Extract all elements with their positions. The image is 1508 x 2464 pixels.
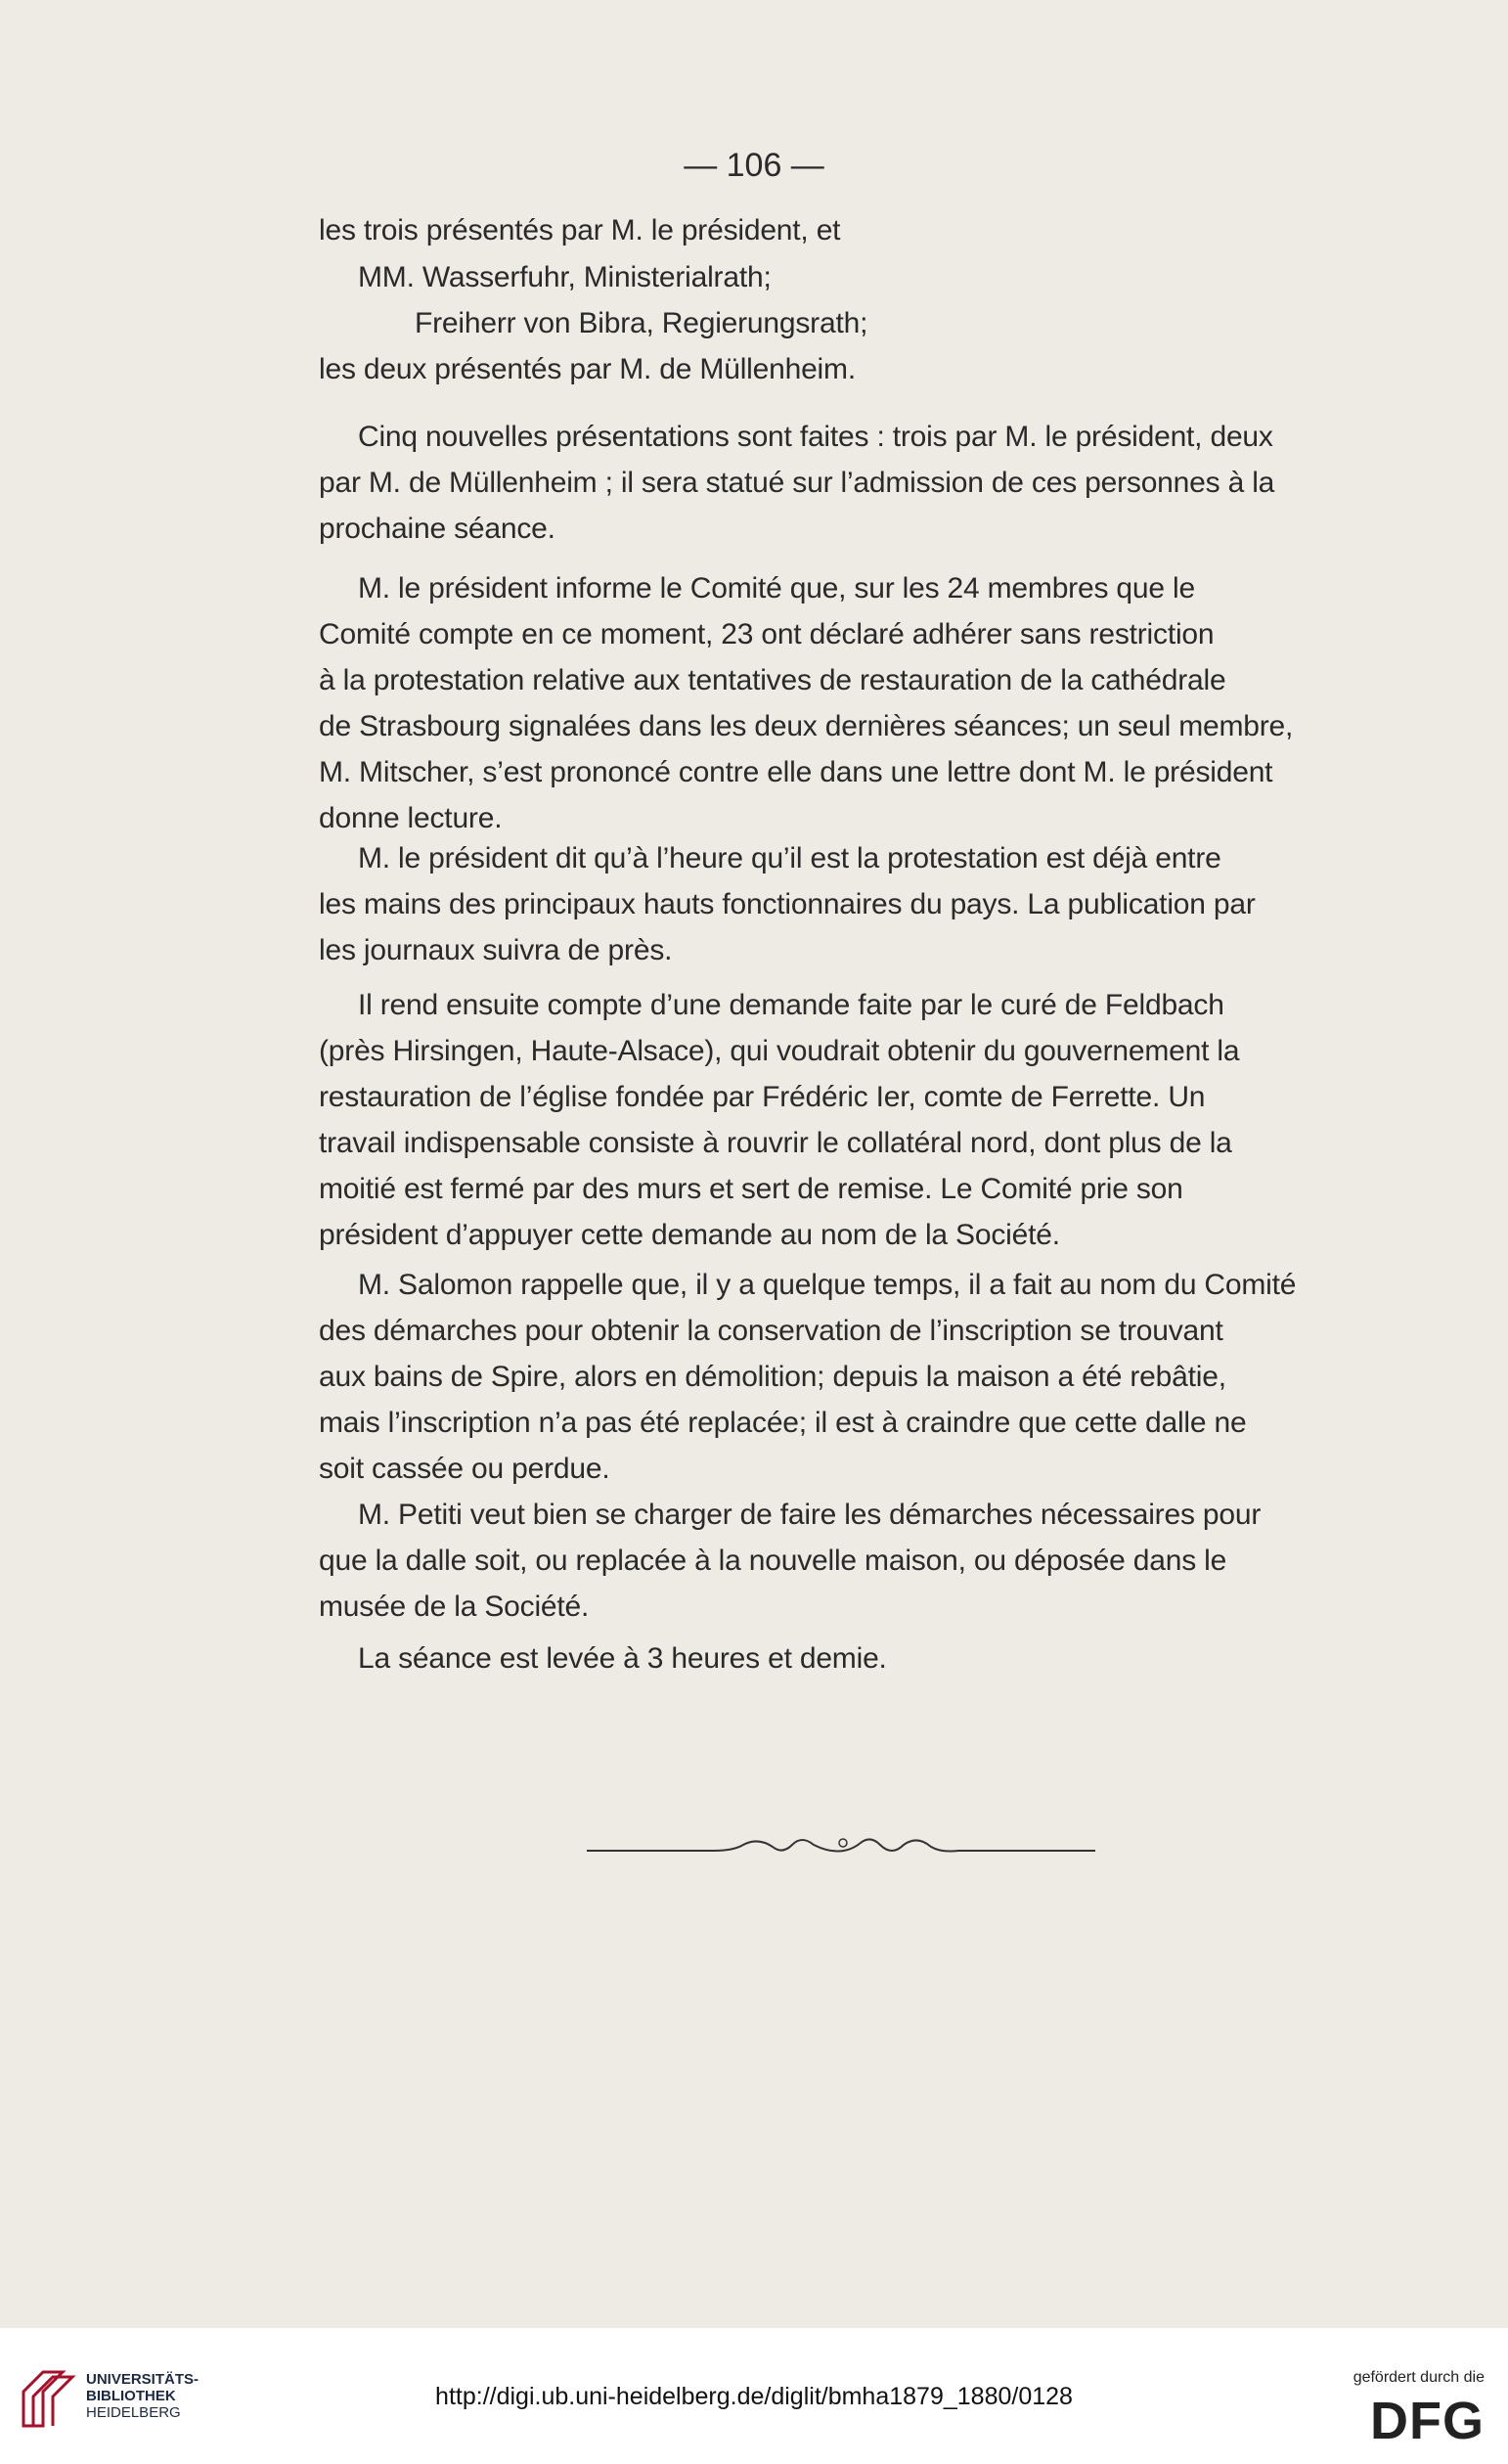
library-line: HEIDELBERG: [86, 2404, 181, 2421]
paragraph-5: [319, 565, 1352, 841]
text-line: à la protestation relative aux tentatives de restauration de la cathédrale: [319, 664, 1226, 696]
text-line: que la dalle soit, ou replacée à la nouvelle maison, ou déposée dans le: [319, 1545, 1227, 1577]
paragraph-1: [358, 254, 1391, 300]
text-line: président d’appuyer cette demande au nom de la Société.: [319, 1219, 1060, 1251]
paragraph-2: [415, 300, 1447, 346]
text-line: aux bains de Spire, alors en démolition; depuis la maison a été rebâtie,: [319, 1361, 1226, 1393]
library-line: UNIVERSITÄTS-: [86, 2371, 200, 2388]
text-line: Freiherr von Bibra, Regierungsrath;: [415, 307, 868, 339]
text-line: M. Mitscher, s’est prononcé contre elle dans une lettre dont M. le président: [319, 756, 1273, 788]
paragraph-4: [319, 414, 1352, 552]
paragraph-7: [319, 982, 1352, 1258]
text-line: M. le président dit qu’à l’heure qu’il est la protestation est déjà entre: [358, 842, 1221, 874]
paragraph-10: [319, 1635, 1352, 1681]
paragraph-6: [319, 835, 1352, 973]
funding-note: gefördert durch die: [1353, 2369, 1485, 2386]
text-line: travail indispensable consiste à rouvrir le collatéral nord, dont plus de la: [319, 1127, 1232, 1159]
text-line: donne lecture.: [319, 802, 503, 834]
text-line: restauration de l’église fondée par Frédéric Ier, comte de Ferrette. Un: [319, 1081, 1206, 1113]
text-line: les trois présentés par M. le président, et: [319, 214, 841, 246]
text-line: M. Petiti veut bien se charger de faire les démarches nécessaires pour: [358, 1499, 1262, 1531]
text-line: les mains des principaux hauts fonctionnaires du pays. La publication par: [319, 888, 1256, 920]
source-url-link[interactable]: http://digi.ub.uni-heidelberg.de/diglit/bmha1879_1880/0128: [435, 2383, 1073, 2410]
text-line: musée de la Société.: [319, 1590, 590, 1623]
text-line: de Strasbourg signalées dans les deux dernières séances; un seul membre,: [319, 710, 1294, 742]
text-line: M. le président informe le Comité que, sur les 24 membres que le: [358, 572, 1195, 605]
paragraph-0: [319, 207, 1352, 253]
text-line: Cinq nouvelles présentations sont faites : trois par M. le président, deux: [358, 421, 1273, 453]
ornament-divider: [587, 1829, 1095, 1868]
text-line: Comité compte en ce moment, 23 ont déclaré adhérer sans restriction: [319, 618, 1215, 650]
paragraph-9: [319, 1492, 1352, 1630]
library-line: BIBLIOTHEK: [86, 2388, 176, 2404]
dfg-logo: DFG: [1370, 2392, 1485, 2450]
text-line: MM. Wasserfuhr, Ministerialrath;: [358, 261, 772, 293]
footer-bar: [0, 2328, 1508, 2464]
paragraph-8: [319, 1262, 1352, 1492]
text-line: M. Salomon rappelle que, il y a quelque temps, il a fait au nom du Comité: [358, 1269, 1297, 1301]
text-line: mais l’inscription n’a pas été replacée; il est à craindre que cette dalle ne: [319, 1407, 1247, 1439]
text-line: des démarches pour obtenir la conservation de l’inscription se trouvant: [319, 1315, 1223, 1347]
text-line: Il rend ensuite compte d’une demande faite par le curé de Feldbach: [358, 989, 1224, 1021]
page-number: — 106 —: [684, 147, 824, 184]
paragraph-3: [319, 346, 1352, 392]
text-line: (près Hirsingen, Haute-Alsace), qui voudrait obtenir du gouvernement la: [319, 1035, 1240, 1067]
text-line: les deux présentés par M. de Müllenheim.: [319, 353, 856, 385]
text-line: La séance est levée à 3 heures et demie.: [358, 1642, 887, 1675]
text-line: par M. de Müllenheim ; il sera statué sur l’admission de ces personnes à la: [319, 467, 1275, 499]
text-line: soit cassée ou perdue.: [319, 1453, 610, 1485]
text-line: les journaux suivra de près.: [319, 934, 673, 966]
text-line: prochaine séance.: [319, 513, 555, 545]
text-line: moitié est fermé par des murs et sert de remise. Le Comité prie son: [319, 1173, 1183, 1205]
